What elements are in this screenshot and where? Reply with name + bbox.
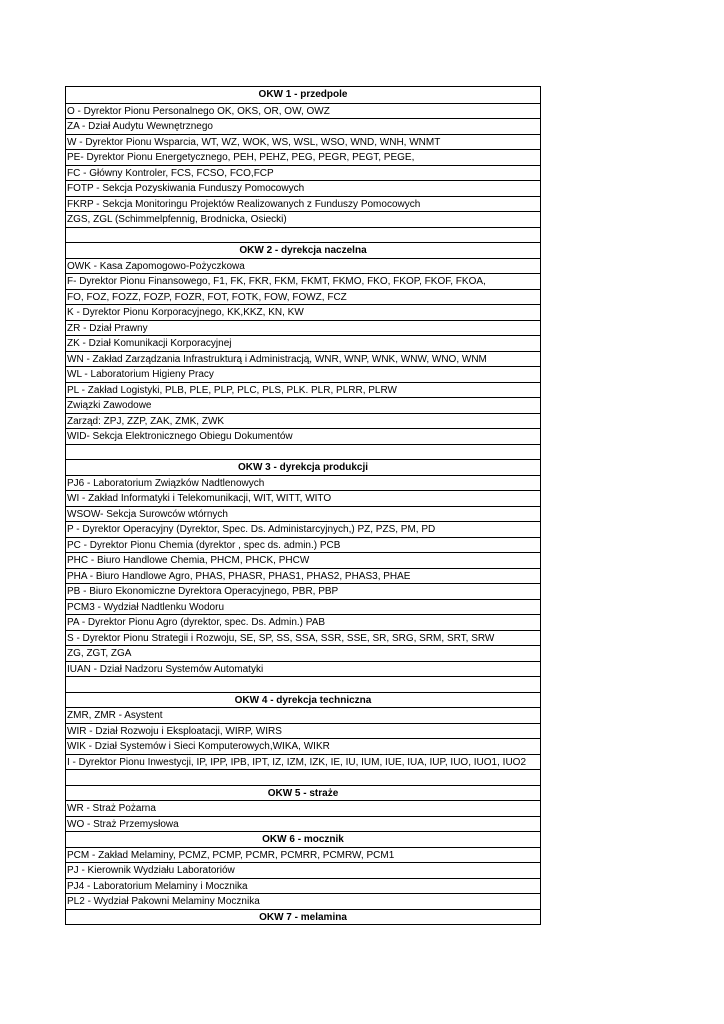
- table-row: PCM - Zakład Melaminy, PCMZ, PCMP, PCMR, PCMRR, PCMRW, PCM1: [66, 847, 540, 863]
- table-row: PE- Dyrektor Pionu Energetycznego, PEH, PEHZ, PEG, PEGR, PEGT, PEGE,: [66, 149, 540, 165]
- table-row: Zarząd: ZPJ, ZZP, ZAK, ZMK, ZWK: [66, 413, 540, 429]
- table-row: Związki Zawodowe: [66, 397, 540, 413]
- table-row: IUAN - Dział Nadzoru Systemów Automatyki: [66, 661, 540, 677]
- blank-row: [66, 769, 540, 785]
- section-header: OKW 2 - dyrekcja naczelna: [66, 242, 540, 258]
- table-row: WR - Straż Pożarna: [66, 800, 540, 816]
- table-row: PJ4 - Laboratorium Melaminy i Mocznika: [66, 878, 540, 894]
- section-header: OKW 1 - przedpole: [258, 89, 348, 100]
- table-row: PHA - Biuro Handlowe Agro, PHAS, PHASR, PHAS1, PHAS2, PHAS3, PHAE: [66, 568, 540, 584]
- section-header: OKW 4 - dyrekcja techniczna: [66, 692, 540, 708]
- table-row: PC - Dyrektor Pionu Chemia (dyrektor , spec ds. admin.) PCB: [66, 537, 540, 553]
- table-row: WSOW- Sekcja Surowców wtórnych: [66, 506, 540, 522]
- table-row: WL - Laboratorium Higieny Pracy: [66, 366, 540, 382]
- blank-row: [66, 444, 540, 460]
- table-row: WIK - Dział Systemów i Sieci Komputerowych,WIKA, WIKR: [66, 738, 540, 754]
- table-row: PB - Biuro Ekonomiczne Dyrektora Operacyjnego, PBR, PBP: [66, 583, 540, 599]
- table-row: FOTP - Sekcja Pozyskiwania Funduszy Pomocowych: [66, 180, 540, 196]
- table-row: PHC - Biuro Handlowe Chemia, PHCM, PHCK, PHCW: [66, 552, 540, 568]
- table-row: WO - Straż Przemysłowa: [66, 816, 540, 832]
- blank-row: [66, 676, 540, 692]
- table-row: WID- Sekcja Elektronicznego Obiegu Dokumentów: [66, 428, 540, 444]
- section-header: OKW 5 - straże: [66, 785, 540, 801]
- table-row: ZGS, ZGL (Schimmelpfennig, Brodnicka, Osiecki): [66, 211, 540, 227]
- table-row: ZMR, ZMR - Asystent: [66, 707, 540, 723]
- table-row: ZA - Dział Audytu Wewnętrznego: [66, 118, 540, 134]
- blank-row: [66, 227, 540, 243]
- table-row: S - Dyrektor Pionu Strategii i Rozwoju, SE, SP, SS, SSA, SSR, SSE, SR, SRG, SRM, SRT, SRW: [66, 630, 540, 646]
- table-row: I - Dyrektor Pionu Inwestycji, IP, IPP, IPB, IPT, IZ, IZM, IZK, IE, IU, IUM, IUE, IUA, IUP, IUO, IUO1, IUO2: [66, 754, 540, 770]
- table-row: FO, FOZ, FOZZ, FOZP, FOZR, FOT, FOTK, FOW, FOWZ, FCZ: [66, 289, 540, 305]
- table-row: W - Dyrektor Pionu Wsparcia, WT, WZ, WOK, WS, WSL, WSO, WND, WNH, WNMT: [66, 134, 540, 150]
- table-row: PL2 - Wydział Pakowni Melaminy Mocznika: [66, 893, 540, 909]
- section-header: OKW 3 - dyrekcja produkcji: [66, 459, 540, 475]
- table-row: WI - Zakład Informatyki i Telekomunikacji, WIT, WITT, WITO: [66, 490, 540, 506]
- table-row: PL - Zakład Logistyki, PLB, PLE, PLP, PLC, PLS, PLK. PLR, PLRR, PLRW: [66, 382, 540, 398]
- table-row: PCM3 - Wydział Nadtlenku Wodoru: [66, 599, 540, 615]
- table-row: FC - Główny Kontroler, FCS, FCSO, FCO,FCP: [66, 165, 540, 181]
- section-header: OKW 6 - mocznik: [66, 831, 540, 847]
- table-row: PA - Dyrektor Pionu Agro (dyrektor, spec. Ds. Admin.) PAB: [66, 614, 540, 630]
- section-header: OKW 7 - melamina: [66, 909, 540, 925]
- table-row: WIR - Dział Rozwoju i Eksploatacji, WIRP, WIRS: [66, 723, 540, 739]
- table-row: PJ6 - Laboratorium Związków Nadtlenowych: [66, 475, 540, 491]
- table-row: ZK - Dział Komunikacji Korporacyjnej: [66, 335, 540, 351]
- table-row: FKRP - Sekcja Monitoringu Projektów Realizowanych z Funduszy Pomocowych: [66, 196, 540, 212]
- table-row: K - Dyrektor Pionu Korporacyjnego, KK,KKZ, KN, KW: [66, 304, 540, 320]
- table-row: OWK - Kasa Zapomogowo-Pożyczkowa: [66, 258, 540, 274]
- district-table: [65, 86, 541, 925]
- table-row: PJ - Kierownik Wydziału Laboratoriów: [66, 862, 540, 878]
- table-row: ZG, ZGT, ZGA: [66, 645, 540, 661]
- table-row: P - Dyrektor Operacyjny (Dyrektor, Spec. Ds. Administarcyjnych,) PZ, PZS, PM, PD: [66, 521, 540, 537]
- table-row: F- Dyrektor Pionu Finansowego, F1, FK, FKR, FKM, FKMT, FKMO, FKO, FKOP, FKOF, FKOA,: [66, 273, 540, 289]
- table-row: O - Dyrektor Pionu Personalnego OK, OKS, OR, OW, OWZ: [66, 103, 540, 119]
- table-row: ZR - Dział Prawny: [66, 320, 540, 336]
- table-row: WN - Zakład Zarządzania Infrastrukturą i Administracją, WNR, WNP, WNK, WNW, WNO, WNM: [66, 351, 540, 367]
